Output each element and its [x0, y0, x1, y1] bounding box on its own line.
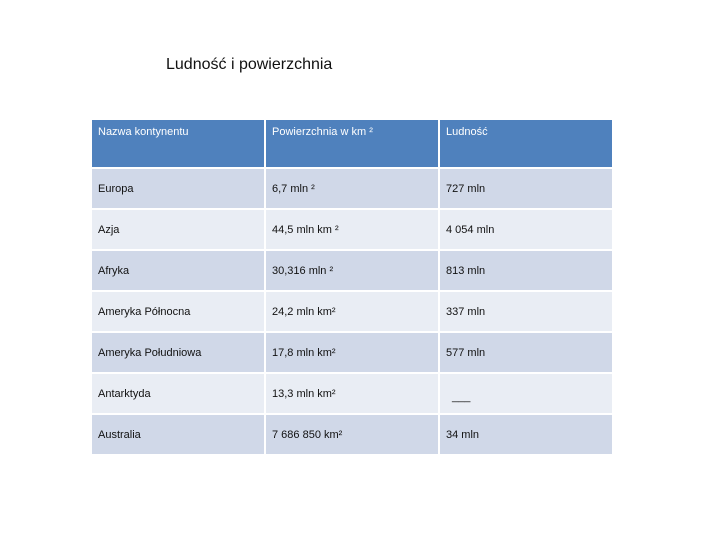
cell-population: 813 mln	[440, 251, 612, 290]
header-continent-name: Nazwa kontynentu	[92, 120, 264, 167]
population-area-table	[90, 118, 614, 456]
cell-continent: Antarktyda	[92, 374, 264, 413]
cell-area: 17,8 mln km²	[266, 333, 438, 372]
table-row	[92, 333, 612, 372]
cell-continent: Ameryka Południowa	[92, 333, 264, 372]
table-row	[92, 210, 612, 249]
cell-area: 7 686 850 km²	[266, 415, 438, 454]
cell-population: 4 054 mln	[440, 210, 612, 249]
cell-population: 337 mln	[440, 292, 612, 331]
table-row	[92, 292, 612, 331]
cell-population-blank: ___	[452, 390, 471, 403]
cell-continent: Australia	[92, 415, 264, 454]
cell-continent: Ameryka Północna	[92, 292, 264, 331]
table-header-row	[92, 120, 612, 167]
header-population: Ludność	[440, 120, 612, 167]
table-row	[92, 169, 612, 208]
page-title: Ludność i powierzchnia	[166, 56, 333, 73]
cell-population: 727 mln	[440, 169, 612, 208]
cell-area: 13,3 mln km²	[266, 374, 438, 413]
cell-population	[440, 374, 612, 413]
cell-continent: Azja	[92, 210, 264, 249]
cell-continent: Afryka	[92, 251, 264, 290]
table-row	[92, 415, 612, 454]
cell-area: 24,2 mln km²	[266, 292, 438, 331]
cell-area: 30,316 mln ²	[266, 251, 438, 290]
cell-continent: Europa	[92, 169, 264, 208]
cell-population: 34 mln	[440, 415, 612, 454]
header-area: Powierzchnia w km ²	[266, 120, 438, 167]
table-row	[92, 374, 612, 413]
cell-population: 577 mln	[440, 333, 612, 372]
table-row	[92, 251, 612, 290]
cell-area: 6,7 mln ²	[266, 169, 438, 208]
cell-area: 44,5 mln km ²	[266, 210, 438, 249]
